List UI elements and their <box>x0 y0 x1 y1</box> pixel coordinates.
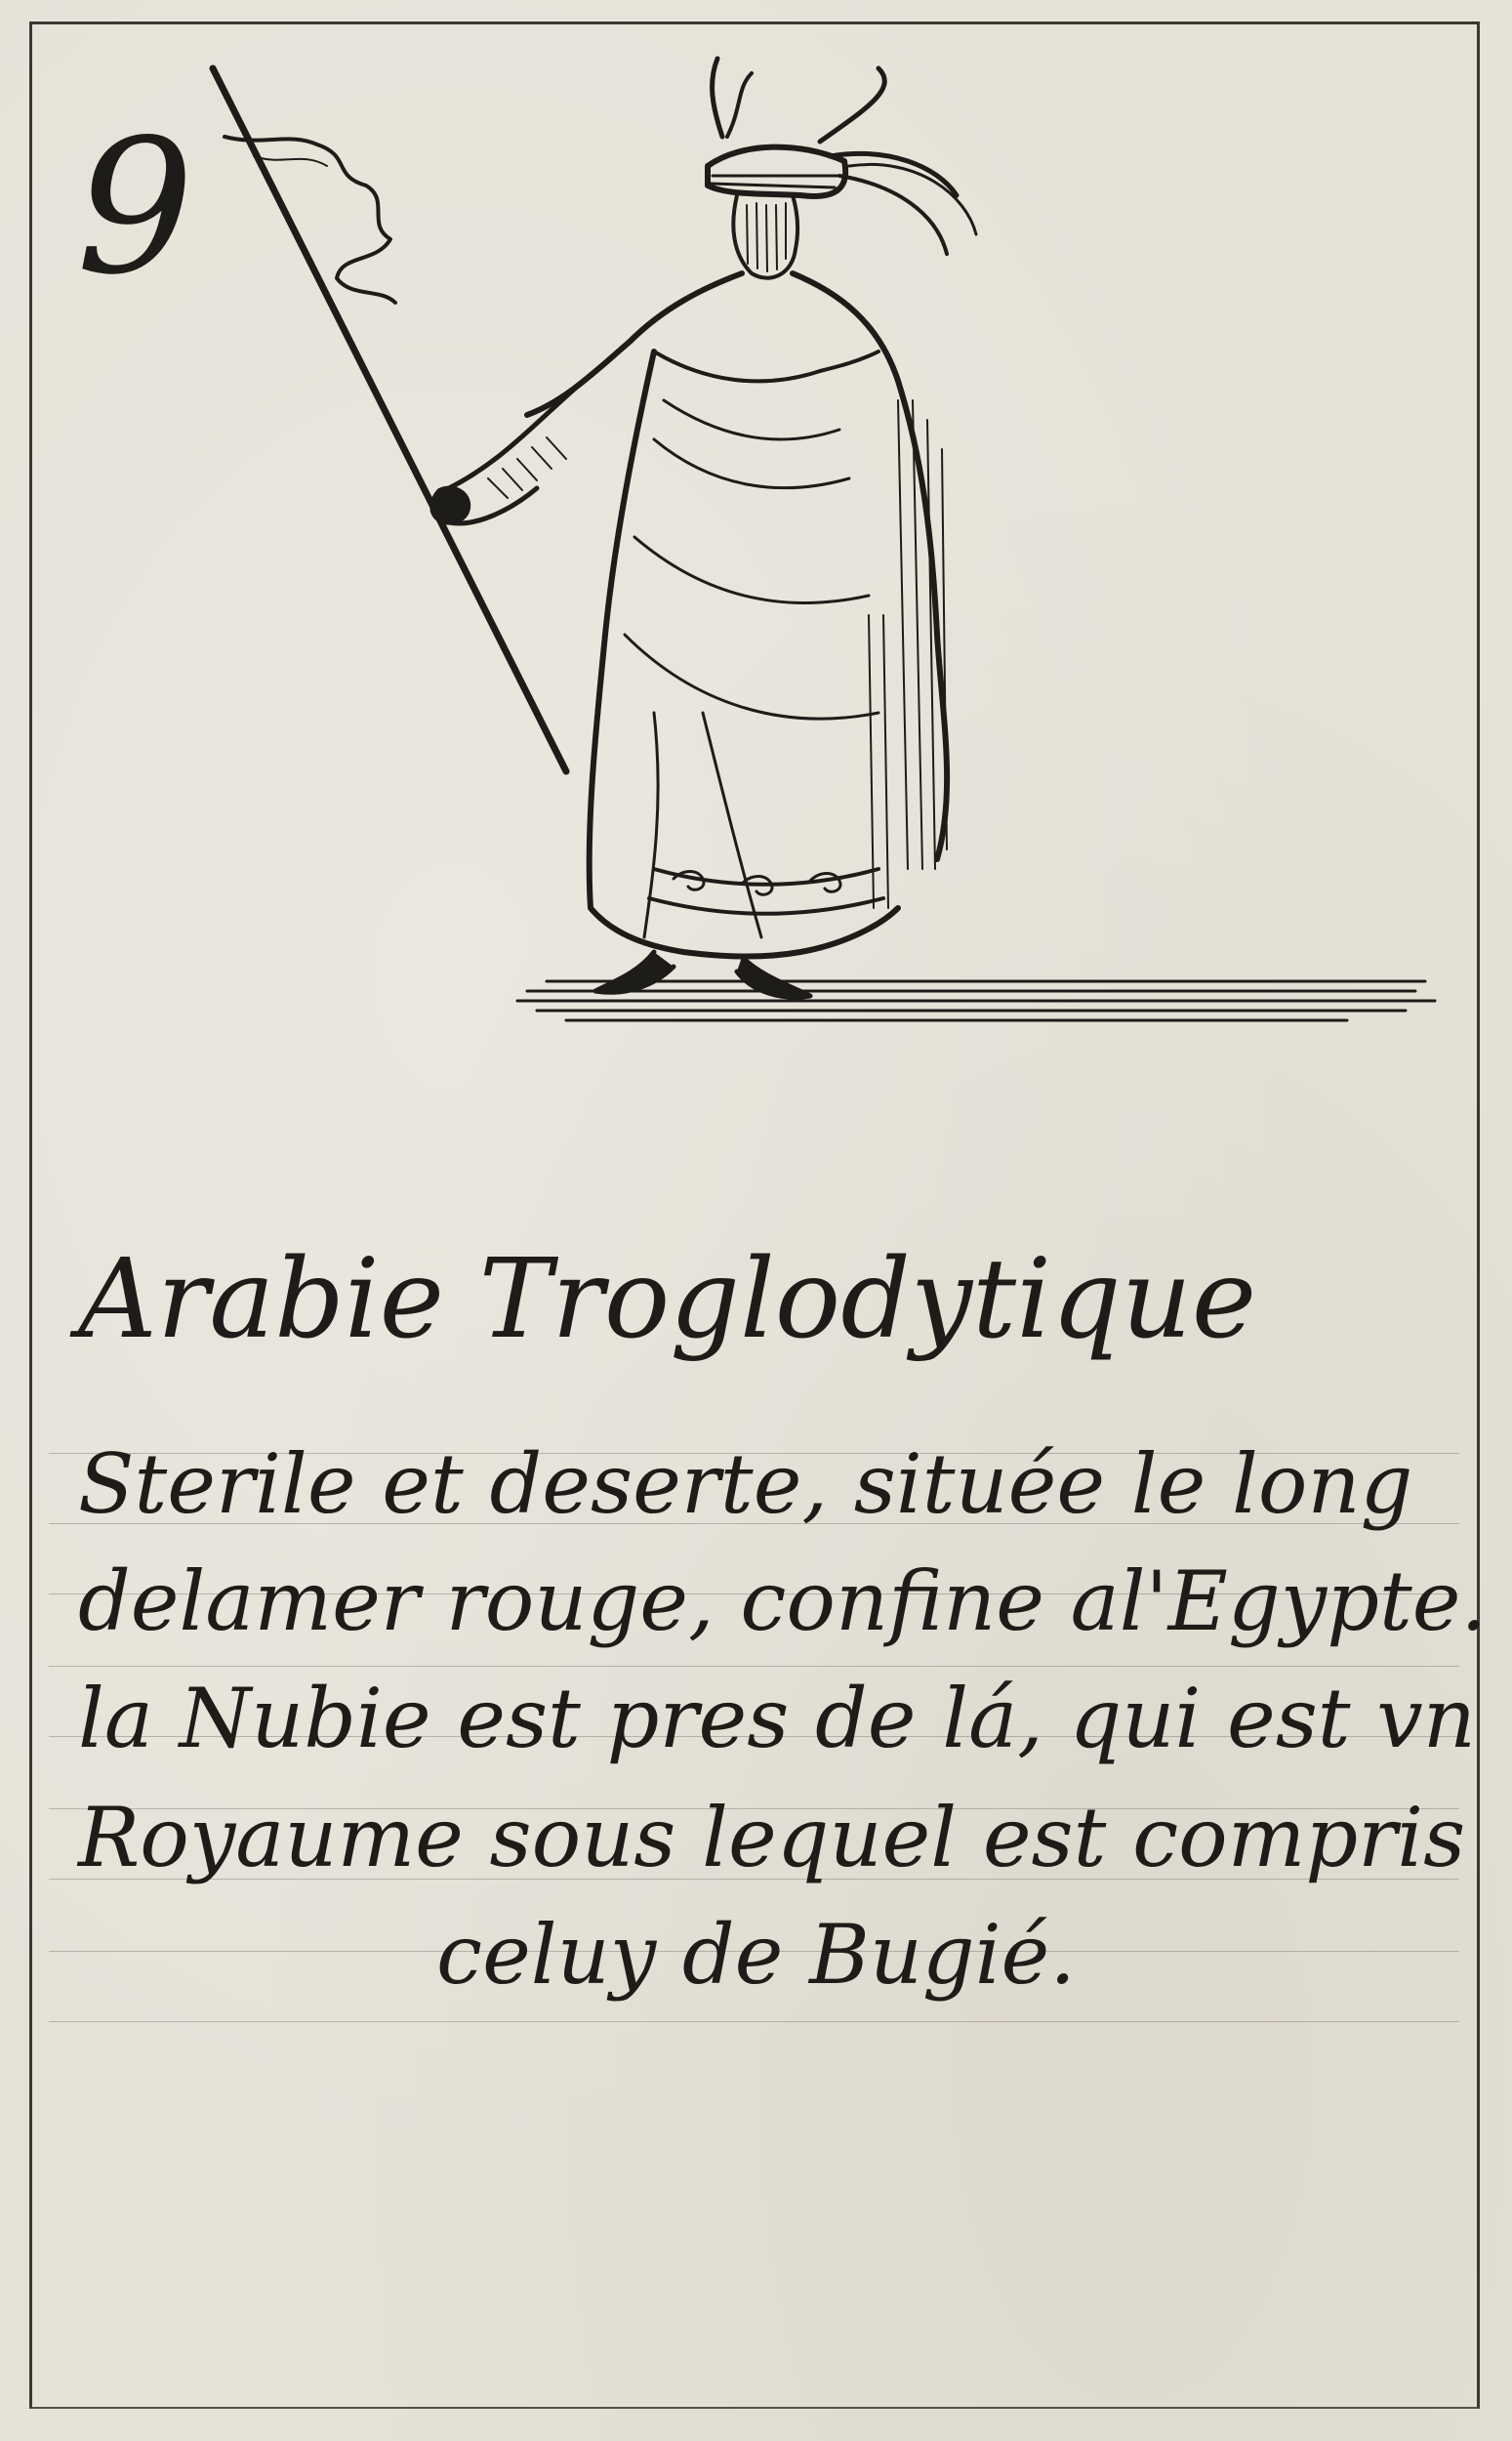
description-line: celuy de Bugié. <box>436 1907 1076 2003</box>
robe <box>590 352 898 957</box>
lance <box>213 68 566 771</box>
hand <box>431 488 469 523</box>
description-line: la Nubie est pres de lá, qui est vn <box>78 1671 1476 1766</box>
ruled-line <box>49 1666 1459 1667</box>
ruled-line <box>49 2021 1459 2022</box>
description-line: Sterile et deserte, située le long <box>78 1436 1413 1532</box>
turban <box>708 147 845 196</box>
engraved-figure-illustration <box>195 29 1464 1201</box>
ground-shadow <box>517 981 1435 1020</box>
feather <box>713 59 722 137</box>
description-line: Royaume sous lequel est compris <box>78 1790 1466 1885</box>
cloak <box>527 273 742 415</box>
description-line: delamer rouge, confine al'Egypte. <box>78 1553 1488 1649</box>
pennant <box>225 137 395 303</box>
foot <box>595 952 674 992</box>
card-title: Arabie Troglodytique <box>78 1236 1257 1363</box>
card-number: 9 <box>76 100 194 315</box>
